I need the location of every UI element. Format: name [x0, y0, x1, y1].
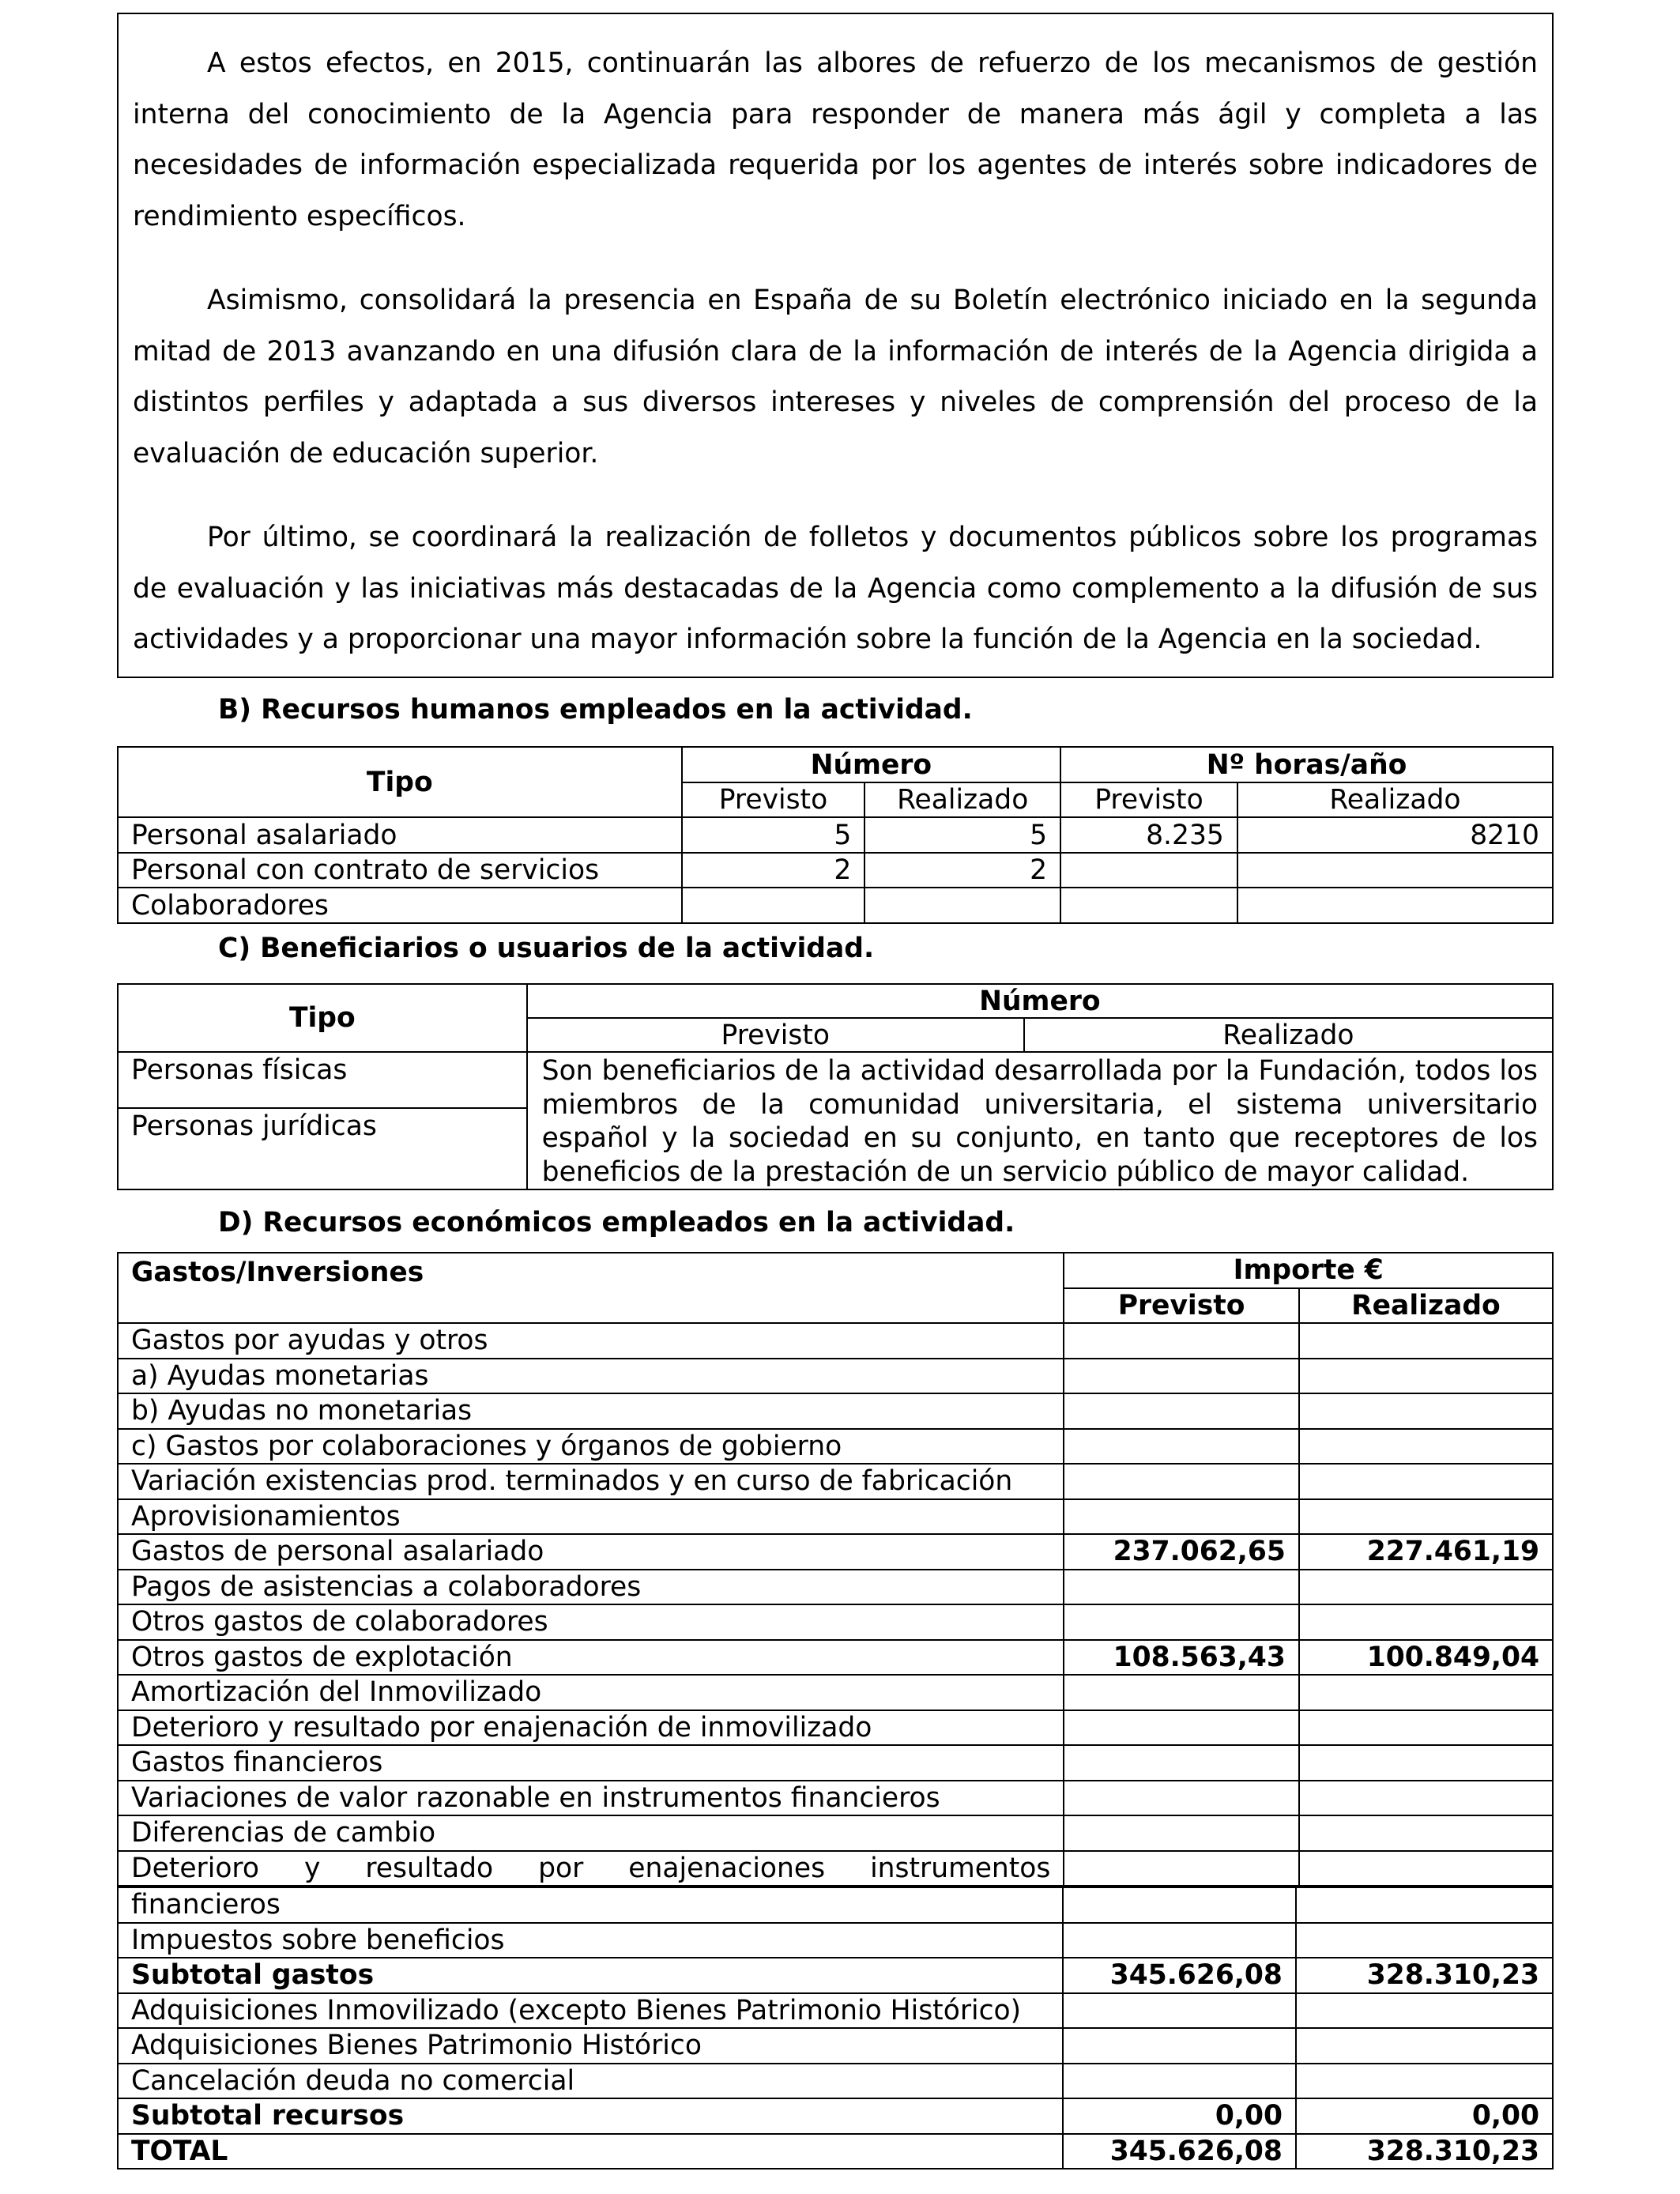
table-row [118, 2028, 1553, 2064]
row-concepto: Gastos financieros [118, 1745, 1064, 1781]
row-concepto: Cancelación deuda no comercial [118, 2064, 1063, 2099]
header-tipo: Tipo [118, 747, 682, 817]
row-concepto: Diferencias de cambio [118, 1815, 1064, 1851]
header-importe: Importe € [1064, 1253, 1553, 1288]
row-previsto [1064, 1359, 1298, 1394]
table-row [118, 1993, 1553, 2029]
row-horas-previsto: 8.235 [1060, 817, 1237, 853]
row-horas-previsto [1060, 853, 1237, 888]
row-previsto [1063, 2064, 1296, 2099]
row-tipo: Personal con contrato de servicios [118, 853, 682, 888]
row-concepto: Amortización del Inmovilizado [118, 1675, 1064, 1710]
row-realizado: 227.461,19 [1299, 1534, 1553, 1570]
row-concepto: Adquisiciones Inmovilizado (excepto Bienes Patrimonio Histórico) [118, 1993, 1063, 2029]
row-realizado: 328.310,23 [1296, 1958, 1553, 1993]
row-concepto: Deterioro y resultado por enajenaciones instrumentos [118, 1851, 1064, 1887]
row-personas-juridicas: Personas jurídicas [118, 1108, 527, 1189]
beneficiaries-description: Son beneficiarios de la actividad desarrollada por la Fundación, todos los miembros de la comunidad universitaria, el sistema universitario español y la sociedad en su conjunto, en tanto que receptores de los beneficios de la prestación de un servicio público de mayor calidad. [527, 1052, 1553, 1189]
row-previsto: 237.062,65 [1064, 1534, 1298, 1570]
header-realizado: Realizado [1299, 1288, 1553, 1324]
table-row [118, 2098, 1553, 2134]
row-concepto: Variaciones de valor razonable en instrumentos financieros [118, 1781, 1064, 1816]
row-previsto [1064, 1675, 1298, 1710]
row-previsto [1064, 1815, 1298, 1851]
row-personas-fisicas: Personas físicas [118, 1052, 527, 1108]
row-realizado [1299, 1393, 1553, 1429]
table-header-row [118, 747, 1553, 782]
row-num-previsto: 2 [682, 853, 865, 888]
header-previsto: Previsto [1064, 1288, 1298, 1324]
row-realizado [1299, 1745, 1553, 1781]
row-realizado [1299, 1604, 1553, 1640]
intro-paragraph-3: Por último, se coordinará la realización de folletos y documentos públicos sobre los programas de evaluación y las iniciativas más destacadas de la Agencia como complemento a la difusión de sus actividades y a proporcionar una mayor información sobre la función de la Agencia en la sociedad. [133, 522, 1538, 655]
row-concepto: Pagos de asistencias a colaboradores [118, 1570, 1064, 1605]
row-realizado: 328.310,23 [1296, 2134, 1553, 2169]
row-previsto [1064, 1851, 1298, 1887]
row-previsto [1064, 1393, 1298, 1429]
row-num-previsto: 5 [682, 817, 865, 853]
row-num-realizado: 5 [864, 817, 1060, 853]
table-row [118, 1815, 1553, 1851]
table-row [118, 1359, 1553, 1394]
intro-paragraph-1: A estos efectos, en 2015, continuarán las albores de refuerzo de los mecanismos de gestión interna del conocimiento de la Agencia para responder de manera más ágil y completa a las necesidades de información especializada requerida por los agentes de interés sobre indicadores de rendimiento específicos. [133, 47, 1538, 232]
row-horas-realizado [1237, 853, 1553, 888]
row-previsto [1064, 1429, 1298, 1465]
table-row [118, 1923, 1553, 1958]
row-previsto [1063, 2028, 1296, 2064]
row-realizado [1299, 1429, 1553, 1465]
row-concepto: TOTAL [118, 2134, 1063, 2169]
row-concepto: Otros gastos de colaboradores [118, 1604, 1064, 1640]
header-gastos: Gastos/Inversiones [118, 1253, 1064, 1323]
row-realizado [1299, 1359, 1553, 1394]
table-row [118, 888, 1553, 923]
row-realizado: 0,00 [1296, 2098, 1553, 2134]
row-tipo: Colaboradores [118, 888, 682, 923]
table-row [118, 1640, 1553, 1676]
row-concepto: Deterioro y resultado por enajenación de inmovilizado [118, 1710, 1064, 1746]
row-previsto: 0,00 [1063, 2098, 1296, 2134]
table-row [118, 2134, 1553, 2169]
row-previsto [1063, 1993, 1296, 2029]
row-concepto: Otros gastos de explotación [118, 1640, 1064, 1676]
economic-resources-table-continued [117, 1887, 1554, 2169]
row-realizado [1299, 1710, 1553, 1746]
table-row [118, 1781, 1553, 1816]
row-previsto [1063, 1887, 1296, 1923]
row-concepto: Gastos por ayudas y otros [118, 1323, 1064, 1359]
table-row [118, 1393, 1553, 1429]
header-num-realizado: Realizado [864, 782, 1060, 818]
table-row [118, 1745, 1553, 1781]
table-row [118, 1499, 1553, 1535]
header-horas: Nº horas/año [1060, 747, 1553, 782]
table-row [118, 1851, 1553, 1887]
row-previsto [1064, 1499, 1298, 1535]
section-c-title: C) Beneficiarios o usuarios de la actividad. [218, 933, 875, 964]
human-resources-table [117, 746, 1554, 924]
row-previsto [1064, 1604, 1298, 1640]
row-previsto [1064, 1464, 1298, 1499]
table-row [118, 1958, 1553, 1993]
row-previsto [1064, 1745, 1298, 1781]
row-horas-realizado [1237, 888, 1553, 923]
intro-paragraph-2: Asimismo, consolidará la presencia en España de su Boletín electrónico iniciado en la segunda mitad de 2013 avanzando en una difusión clara de la información de interés de la Agencia dirigida a distintos perfiles y adaptada a sus diversos intereses y niveles de comprensión del proceso de la evaluación de educación superior. [133, 285, 1538, 469]
header-numero: Número [527, 984, 1553, 1018]
table-row [118, 1052, 1553, 1108]
row-concepto: b) Ayudas no monetarias [118, 1393, 1064, 1429]
row-concepto: Subtotal gastos [118, 1958, 1063, 1993]
beneficiaries-table [117, 983, 1554, 1190]
row-previsto [1064, 1570, 1298, 1605]
table-row [118, 2064, 1553, 2099]
row-realizado [1299, 1499, 1553, 1535]
row-horas-previsto [1060, 888, 1237, 923]
table-row [118, 1570, 1553, 1605]
header-tipo: Tipo [118, 984, 527, 1052]
row-previsto: 108.563,43 [1064, 1640, 1298, 1676]
table-row [118, 817, 1553, 853]
row-previsto [1064, 1781, 1298, 1816]
row-concepto: Subtotal recursos [118, 2098, 1063, 2134]
row-tipo: Personal asalariado [118, 817, 682, 853]
row-concepto: Adquisiciones Bienes Patrimonio Histórico [118, 2028, 1063, 2064]
table-row [118, 1604, 1553, 1640]
row-realizado [1299, 1570, 1553, 1605]
section-d-title: D) Recursos económicos empleados en la actividad. [218, 1207, 1015, 1238]
row-previsto [1063, 1923, 1296, 1958]
row-concepto: financieros [118, 1887, 1063, 1923]
row-num-realizado [864, 888, 1060, 923]
table-row [118, 1710, 1553, 1746]
row-realizado [1296, 2064, 1553, 2099]
row-concepto: Impuestos sobre beneficios [118, 1923, 1063, 1958]
row-previsto [1064, 1323, 1298, 1359]
header-previsto: Previsto [527, 1018, 1024, 1052]
row-realizado [1299, 1851, 1553, 1887]
row-realizado [1299, 1464, 1553, 1499]
table-row [118, 1323, 1553, 1359]
table-row [118, 853, 1553, 888]
row-realizado [1296, 1923, 1553, 1958]
row-realizado [1299, 1815, 1553, 1851]
row-realizado [1299, 1323, 1553, 1359]
table-row [118, 1464, 1553, 1499]
row-previsto [1064, 1710, 1298, 1746]
row-concepto: Aprovisionamientos [118, 1499, 1064, 1535]
header-realizado: Realizado [1024, 1018, 1553, 1052]
header-horas-previsto: Previsto [1060, 782, 1237, 818]
table-row [118, 1887, 1553, 1923]
table-row [118, 1429, 1553, 1465]
table-row [118, 1675, 1553, 1710]
row-realizado [1296, 1993, 1553, 2029]
row-concepto: c) Gastos por colaboraciones y órganos de gobierno [118, 1429, 1064, 1465]
row-realizado [1296, 2028, 1553, 2064]
row-num-previsto [682, 888, 865, 923]
table-header-row [118, 1253, 1553, 1288]
section-b-title: B) Recursos humanos empleados en la actividad. [218, 694, 973, 726]
table-header-row [118, 984, 1553, 1018]
row-previsto: 345.626,08 [1063, 1958, 1296, 1993]
header-num-previsto: Previsto [682, 782, 865, 818]
row-concepto: Gastos de personal asalariado [118, 1534, 1064, 1570]
row-concepto: a) Ayudas monetarias [118, 1359, 1064, 1394]
row-realizado [1299, 1675, 1553, 1710]
table-row [118, 1534, 1553, 1570]
row-concepto: Variación existencias prod. terminados y en curso de fabricación [118, 1464, 1064, 1499]
row-previsto: 345.626,08 [1063, 2134, 1296, 2169]
economic-resources-table [117, 1252, 1554, 1887]
row-horas-realizado: 8210 [1237, 817, 1553, 853]
row-realizado [1296, 1887, 1553, 1923]
header-numero: Número [682, 747, 1061, 782]
header-horas-realizado: Realizado [1237, 782, 1553, 818]
row-num-realizado: 2 [864, 853, 1060, 888]
row-realizado [1299, 1781, 1553, 1816]
row-realizado: 100.849,04 [1299, 1640, 1553, 1676]
intro-text-box [117, 13, 1554, 678]
